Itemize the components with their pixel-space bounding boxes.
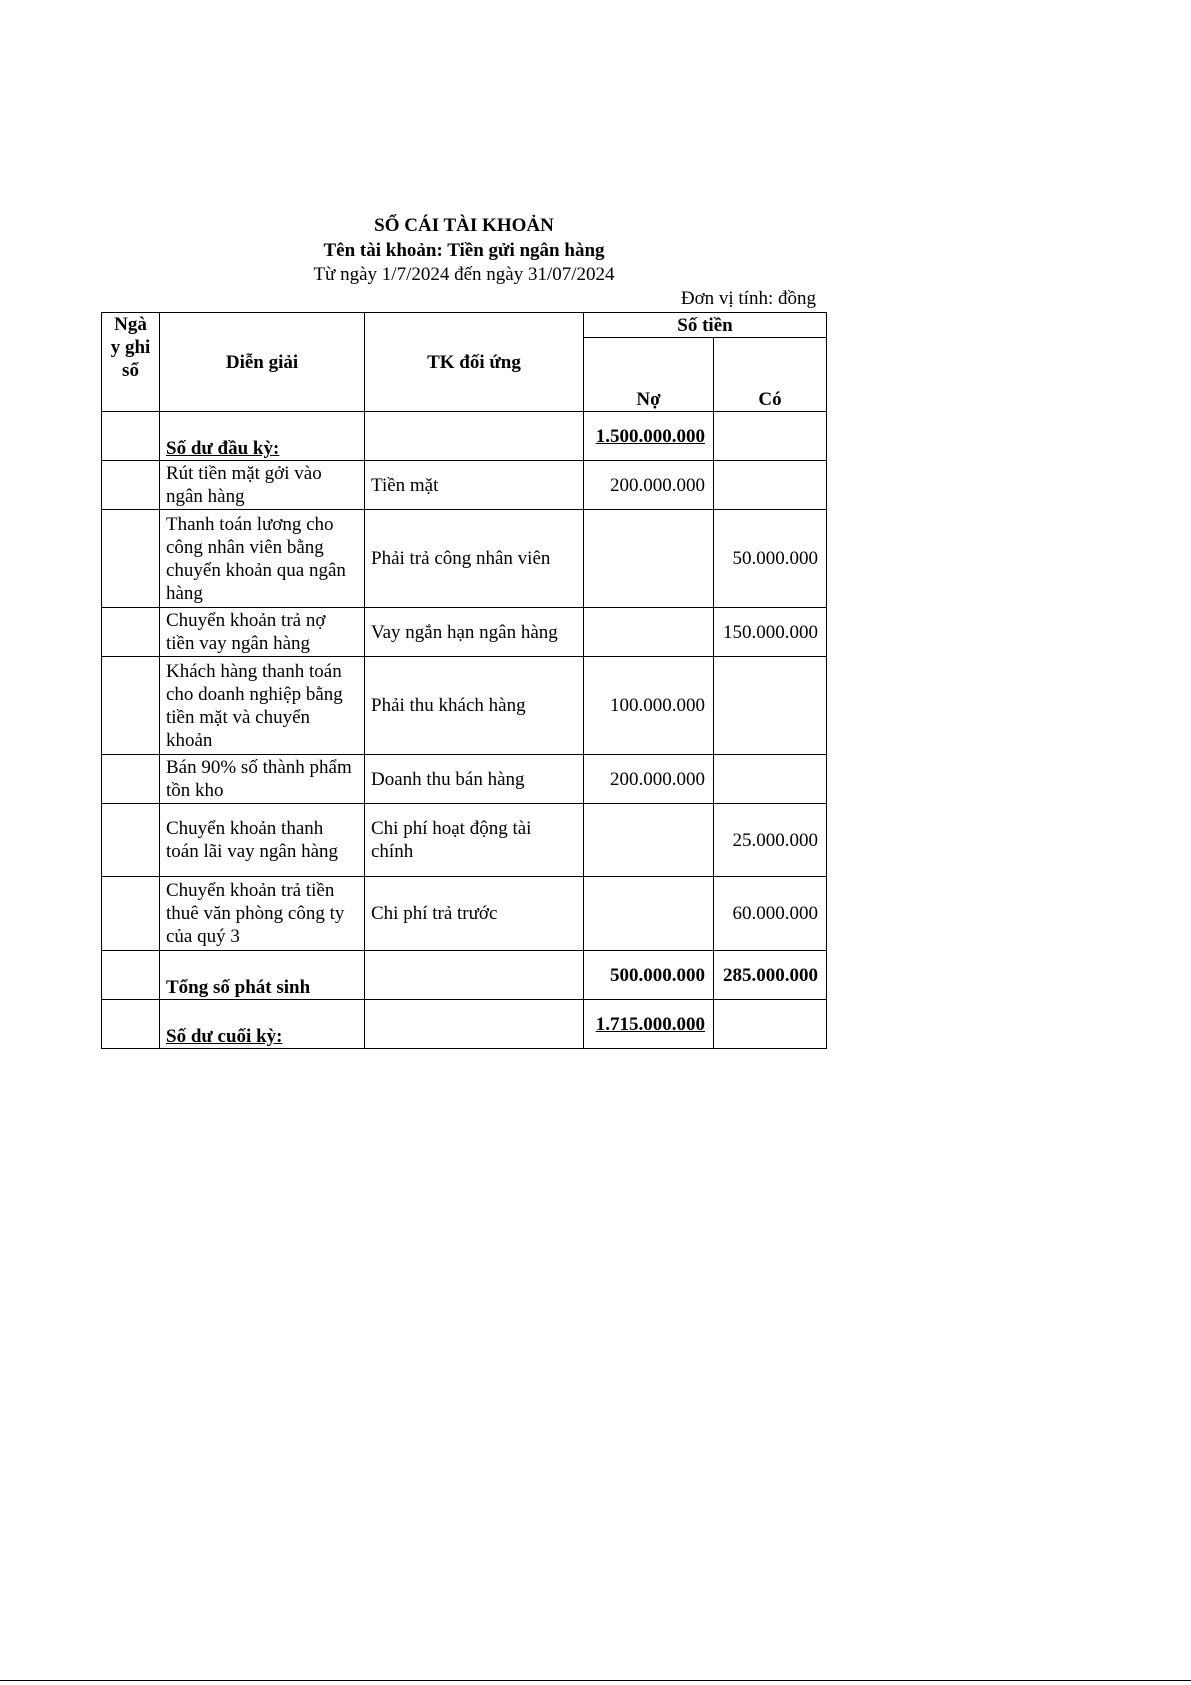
closing-balance-label: Số dư cuối kỳ: xyxy=(160,1000,365,1049)
contra-cell: Phải thu khách hàng xyxy=(365,657,584,755)
contra-cell: Vay ngắn hạn ngân hàng xyxy=(365,608,584,657)
opening-balance-credit xyxy=(714,412,827,461)
table-row xyxy=(102,877,827,951)
description-cell: Bán 90% số thành phẩm tồn kho xyxy=(160,755,365,804)
closing-balance-credit xyxy=(714,1000,827,1049)
debit-cell xyxy=(584,510,714,608)
contra-cell: Chi phí hoạt động tài chính xyxy=(365,804,584,877)
table-row xyxy=(102,755,827,804)
table-row xyxy=(102,804,827,877)
credit-cell xyxy=(714,461,827,510)
total-debit: 500.000.000 xyxy=(584,951,714,1000)
debit-cell xyxy=(584,608,714,657)
unit-label: Đơn vị tính: đồng xyxy=(680,288,816,309)
account-name: Tên tài khoản: Tiền gửi ngân hàng xyxy=(323,240,605,261)
opening-balance-row xyxy=(102,412,827,461)
description-cell: Chuyển khoản thanh toán lãi vay ngân hàng xyxy=(160,804,365,877)
debit-cell xyxy=(584,804,714,877)
debit-cell: 100.000.000 xyxy=(584,657,714,755)
date-cell xyxy=(102,412,160,461)
description-cell: Rút tiền mặt gởi vào ngân hàng xyxy=(160,461,365,510)
contra-cell xyxy=(365,412,584,461)
credit-cell xyxy=(714,755,827,804)
date-cell xyxy=(102,877,160,951)
amount-column-header: Số tiền xyxy=(584,313,827,338)
date-cell xyxy=(102,657,160,755)
contra-cell xyxy=(365,1000,584,1049)
credit-cell: 150.000.000 xyxy=(714,608,827,657)
debit-cell: 200.000.000 xyxy=(584,755,714,804)
opening-balance-debit: 1.500.000.000 xyxy=(584,412,714,461)
table-row xyxy=(102,657,827,755)
credit-cell: 60.000.000 xyxy=(714,877,827,951)
contra-cell: Tiền mặt xyxy=(365,461,584,510)
description-cell: Khách hàng thanh toán cho doanh nghiệp bằng tiền mặt và chuyển khoản xyxy=(160,657,365,755)
credit-column-header: Có xyxy=(714,338,827,412)
credit-cell: 25.000.000 xyxy=(714,804,827,877)
date-column-header: Ngày ghi sổ xyxy=(102,313,160,412)
date-cell xyxy=(102,608,160,657)
description-cell: Chuyển khoản trả nợ tiền vay ngân hàng xyxy=(160,608,365,657)
debit-cell: 200.000.000 xyxy=(584,461,714,510)
closing-balance-row xyxy=(102,1000,827,1049)
contra-account-column-header: TK đối ứng xyxy=(365,313,584,412)
description-column-header: Diễn giải xyxy=(160,313,365,412)
credit-cell: 50.000.000 xyxy=(714,510,827,608)
description-cell: Thanh toán lương cho công nhân viên bằng chuyển khoản qua ngân hàng xyxy=(160,510,365,608)
total-credit: 285.000.000 xyxy=(714,951,827,1000)
date-cell xyxy=(102,755,160,804)
period: Từ ngày 1/7/2024 đến ngày 31/07/2024 xyxy=(313,264,615,285)
document-title: SỔ CÁI TÀI KHOẢN xyxy=(374,215,554,236)
date-cell xyxy=(102,951,160,1000)
table-row xyxy=(102,510,827,608)
contra-cell: Phải trả công nhân viên xyxy=(365,510,584,608)
date-cell xyxy=(102,461,160,510)
date-cell xyxy=(102,510,160,608)
total-label: Tổng số phát sinh xyxy=(160,951,365,1000)
table-row xyxy=(102,608,827,657)
contra-cell xyxy=(365,951,584,1000)
date-cell xyxy=(102,804,160,877)
credit-cell xyxy=(714,657,827,755)
debit-cell xyxy=(584,877,714,951)
debit-column-header: Nợ xyxy=(584,338,714,412)
opening-balance-label: Số dư đầu kỳ: xyxy=(160,412,365,461)
contra-cell: Chi phí trả trước xyxy=(365,877,584,951)
contra-cell: Doanh thu bán hàng xyxy=(365,755,584,804)
page-footer-divider xyxy=(0,1680,1191,1681)
description-cell: Chuyển khoản trả tiền thuê văn phòng công ty của quý 3 xyxy=(160,877,365,951)
date-cell xyxy=(102,1000,160,1049)
table-row xyxy=(102,461,827,510)
closing-balance-debit: 1.715.000.000 xyxy=(584,1000,714,1049)
ledger-table xyxy=(101,312,827,1049)
total-row xyxy=(102,951,827,1000)
